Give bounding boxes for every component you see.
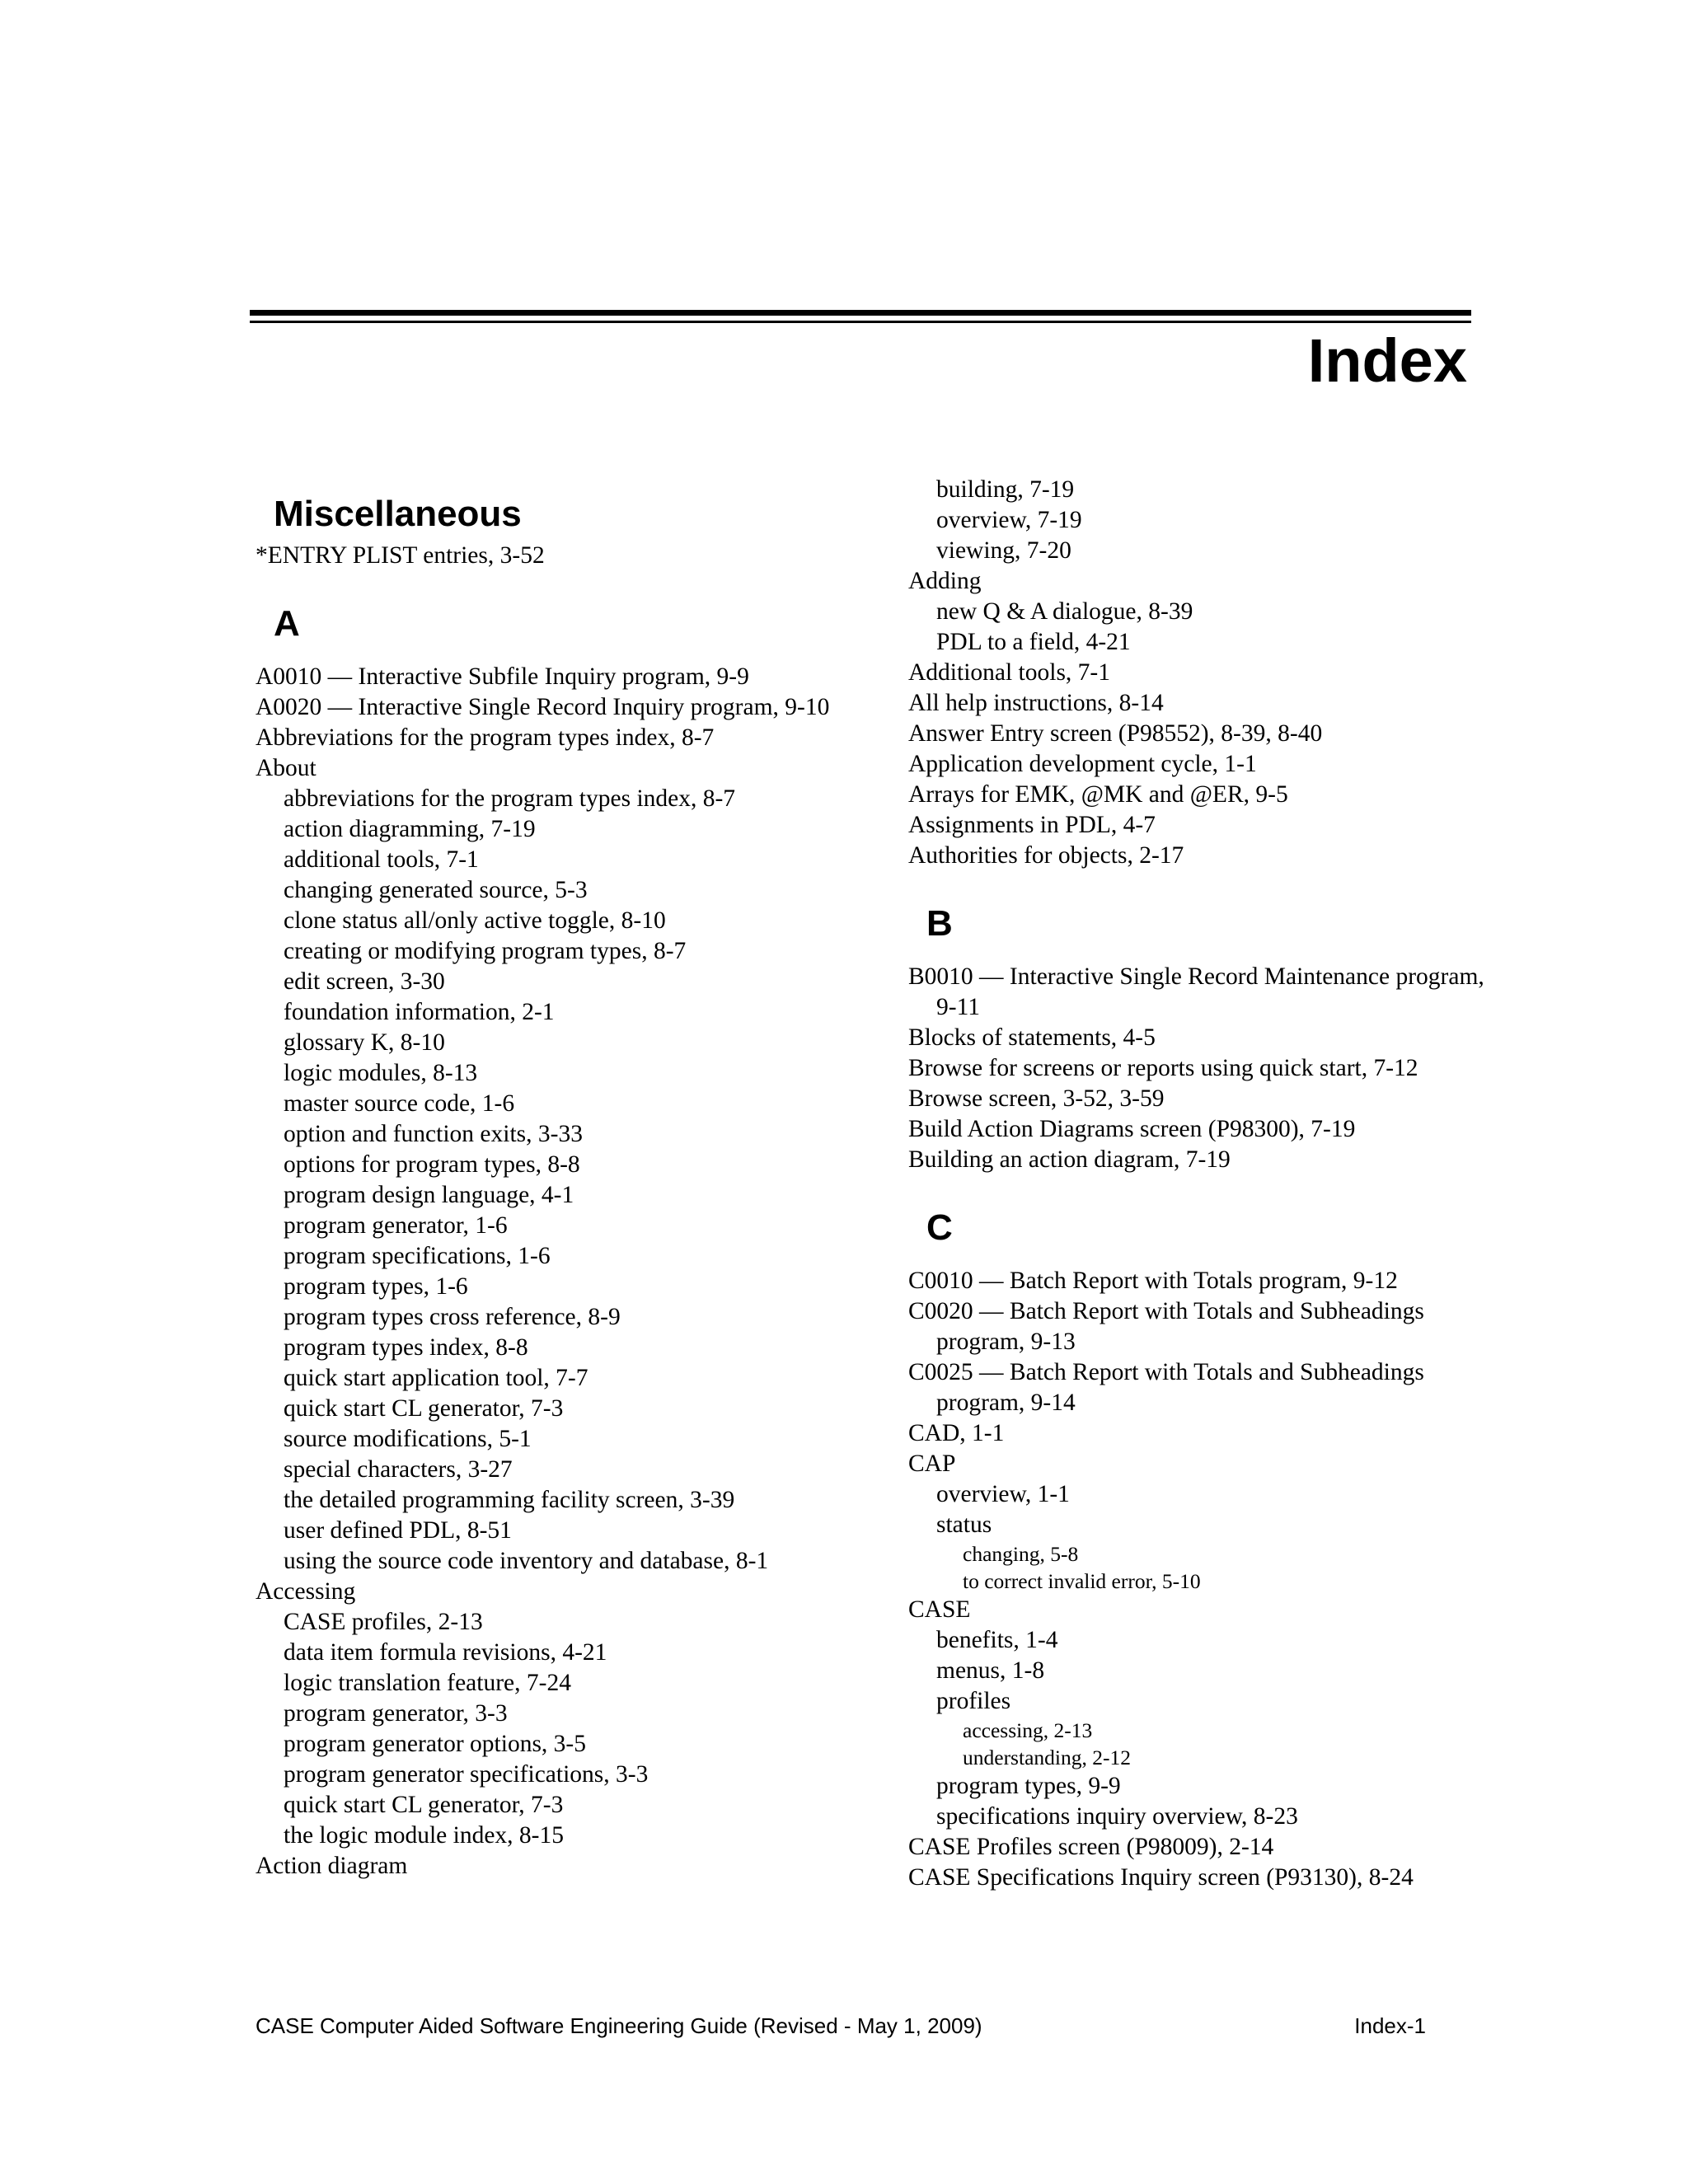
index-entry: data item formula revisions, 4-21 xyxy=(284,1639,607,1666)
index-entry: Arrays for EMK, @MK and @ER, 9-5 xyxy=(908,781,1288,808)
index-entry: Authorities for objects, 2-17 xyxy=(908,842,1184,869)
index-entry: special characters, 3-27 xyxy=(284,1456,513,1483)
index-entry: to correct invalid error, 5-10 xyxy=(963,1569,1201,1593)
index-entry: program generator specifications, 3-3 xyxy=(284,1761,649,1788)
index-entry: program specifications, 1-6 xyxy=(284,1243,551,1269)
index-entry: understanding, 2-12 xyxy=(963,1746,1131,1769)
section-heading: B xyxy=(926,903,953,944)
index-entry: action diagramming, 7-19 xyxy=(284,816,536,842)
index-column-right xyxy=(908,475,1485,1893)
index-entry-list xyxy=(908,475,1485,871)
index-entry: Additional tools, 7-1 xyxy=(908,659,1111,686)
index-entry: overview, 7-19 xyxy=(936,507,1082,533)
index-entry: Answer Entry screen (P98552), 8-39, 8-40 xyxy=(908,720,1323,747)
index-entry: About xyxy=(256,755,316,781)
index-entry: benefits, 1-4 xyxy=(936,1627,1058,1653)
index-entry: Building an action diagram, 7-19 xyxy=(908,1146,1231,1173)
index-entry: specifications inquiry overview, 8-23 xyxy=(936,1803,1298,1830)
index-entry: C0010 — Batch Report with Totals program, 9-12 xyxy=(908,1268,1398,1294)
index-entry: A0010 — Interactive Subfile Inquiry program, 9-9 xyxy=(256,663,749,690)
index-column-left xyxy=(256,491,832,1882)
index-entry: program generator, 1-6 xyxy=(284,1212,508,1239)
index-entry: Accessing xyxy=(256,1578,356,1605)
index-entry: program types, 9-9 xyxy=(936,1773,1121,1799)
index-entry: quick start CL generator, 7-3 xyxy=(284,1395,564,1422)
index-entry-list xyxy=(256,662,832,1882)
index-entry: logic translation feature, 7-24 xyxy=(284,1670,571,1696)
index-entry: status xyxy=(936,1511,992,1538)
index-entry: program generator, 3-3 xyxy=(284,1700,508,1727)
index-entry: Adding xyxy=(908,568,982,594)
index-entry: quick start application tool, 7-7 xyxy=(284,1365,588,1391)
index-entry: building, 7-19 xyxy=(936,476,1075,503)
section-heading: C xyxy=(926,1207,953,1248)
index-entry: quick start CL generator, 7-3 xyxy=(284,1792,564,1818)
index-entry: foundation information, 2-1 xyxy=(284,999,555,1025)
index-entry: glossary K, 8-10 xyxy=(284,1029,445,1056)
index-entry: clone status all/only active toggle, 8-10 xyxy=(284,907,666,934)
index-entry: Abbreviations for the program types index, 8-7 xyxy=(256,724,715,751)
index-entry: profiles xyxy=(936,1688,1011,1714)
section-heading: A xyxy=(274,603,300,644)
index-entry: Build Action Diagrams screen (P98300), 7-19 xyxy=(908,1116,1356,1142)
index-entry: CASE Profiles screen (P98009), 2-14 xyxy=(908,1834,1274,1860)
index-entry: A0020 — Interactive Single Record Inquiry program, 9-10 xyxy=(256,694,830,720)
index-entry: overview, 1-1 xyxy=(936,1481,1070,1507)
index-entry: Application development cycle, 1-1 xyxy=(908,751,1257,777)
index-entry: option and function exits, 3-33 xyxy=(284,1121,583,1147)
index-entry: program types cross reference, 8-9 xyxy=(284,1304,621,1330)
index-entry: All help instructions, 8-14 xyxy=(908,690,1164,716)
index-entry: Assignments in PDL, 4-7 xyxy=(908,812,1156,838)
index-entry: CAD, 1-1 xyxy=(908,1420,1005,1446)
index-entry: Action diagram xyxy=(256,1853,408,1879)
index-entry: CAP xyxy=(908,1451,956,1477)
index-entry: user defined PDL, 8-51 xyxy=(284,1517,512,1544)
index-entry: CASE xyxy=(908,1596,971,1623)
index-entry: accessing, 2-13 xyxy=(963,1718,1093,1742)
index-entry: master source code, 1-6 xyxy=(284,1090,515,1117)
section-heading: Miscellaneous xyxy=(274,494,522,534)
index-entry: creating or modifying program types, 8-7 xyxy=(284,938,687,964)
index-entry: additional tools, 7-1 xyxy=(284,846,479,873)
index-entry: the detailed programming facility screen, 3-39 xyxy=(284,1487,735,1513)
index-entry: using the source code inventory and database, 8-1 xyxy=(284,1548,769,1574)
index-entry: the logic module index, 8-15 xyxy=(284,1822,564,1849)
page-title: Index xyxy=(1307,326,1467,395)
index-entry: changing, 5-8 xyxy=(963,1542,1079,1566)
index-entry: options for program types, 8-8 xyxy=(284,1151,580,1178)
header-rule-thick xyxy=(250,310,1471,316)
index-entry: program types, 1-6 xyxy=(284,1273,468,1300)
footer-document-title: CASE Computer Aided Software Engineering Guide (Revised - May 1, 2009) xyxy=(256,2013,982,2038)
index-entry: CASE profiles, 2-13 xyxy=(284,1609,483,1635)
index-entry-list xyxy=(908,962,1485,1175)
index-entry: menus, 1-8 xyxy=(936,1657,1045,1684)
index-entry: PDL to a field, 4-21 xyxy=(936,629,1131,655)
index-entry: program design language, 4-1 xyxy=(284,1182,574,1208)
index-entry: program types index, 8-8 xyxy=(284,1334,528,1361)
index-entry: B0010 — Interactive Single Record Maintenance program, 9-11 xyxy=(908,963,1484,1020)
index-entry: logic modules, 8-13 xyxy=(284,1060,478,1086)
index-entry-list xyxy=(908,1266,1485,1893)
footer-page-number: Index-1 xyxy=(1354,2013,1426,2038)
index-entry: C0020 — Batch Report with Totals and Subheadings program, 9-13 xyxy=(908,1298,1424,1355)
index-entry: changing generated source, 5-3 xyxy=(284,877,588,903)
index-entry: C0025 — Batch Report with Totals and Subheadings program, 9-14 xyxy=(908,1359,1424,1416)
index-entry-list xyxy=(256,541,832,571)
index-entry: new Q & A dialogue, 8-39 xyxy=(936,598,1193,625)
index-entry: Browse screen, 3-52, 3-59 xyxy=(908,1085,1165,1112)
index-entry: program generator options, 3-5 xyxy=(284,1731,587,1757)
index-entry: *ENTRY PLIST entries, 3-52 xyxy=(256,542,545,569)
index-entry: CASE Specifications Inquiry screen (P93130), 8-24 xyxy=(908,1864,1414,1891)
index-entry: edit screen, 3-30 xyxy=(284,968,445,995)
index-entry: abbreviations for the program types index, 8-7 xyxy=(284,785,736,812)
index-entry: source modifications, 5-1 xyxy=(284,1426,532,1452)
header-rule-thin xyxy=(250,321,1471,323)
index-entry: Browse for screens or reports using quick start, 7-12 xyxy=(908,1055,1418,1081)
index-entry: viewing, 7-20 xyxy=(936,537,1071,564)
index-entry: Blocks of statements, 4-5 xyxy=(908,1024,1156,1051)
